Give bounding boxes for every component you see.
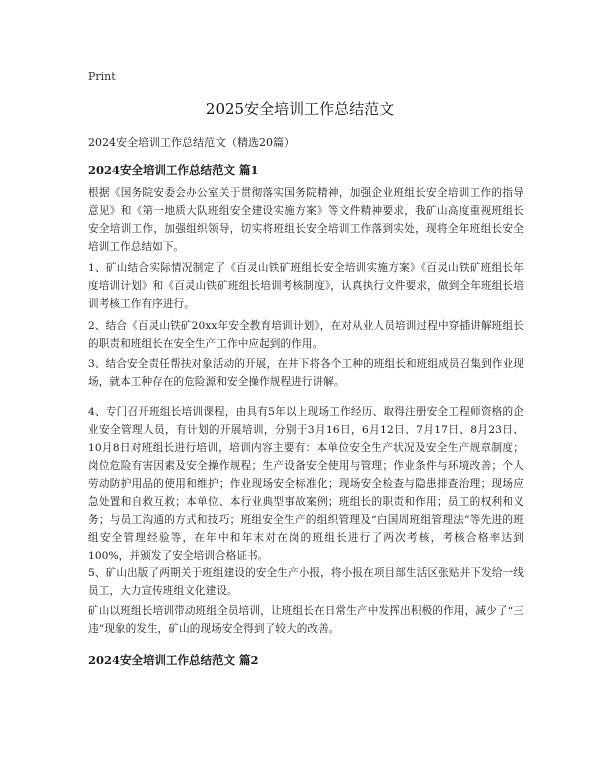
section-heading-2: 2024安全培训工作总结范文 篇2 [88, 653, 259, 667]
page-title: 2025安全培训工作总结范文 [205, 100, 395, 118]
paragraph-intro: 根据《国务院安委会办公室关于贯彻落实国务院精神，加强企业班组长安全培训工作的指导意见》和《第一地质大队班组安全建设实施方案》等文件精神要求，我矿山高度重视班组长安全培训工作，加强组织领导，切实将班组长安全培训工作落到实处，现将全年班组长安全培训工作总结如下。 [88, 187, 524, 253]
paragraph-item-5: 5、矿山出版了两期关于班组建设的安全生产小报，将小报在项目部生活区张贴并下发给一线员工，大力宣传班组文化建设。 [88, 567, 524, 597]
print-label[interactable]: Print [88, 70, 116, 83]
paragraph-item-4: 4、专门召开班组长培训课程，由具有5年以上现场工作经历、取得注册安全工程师资格的企业安全管理人员，有计划的开展培训，分别于3月16日，6月12日、7月17日、8月23日、10月8日对班组长进行培训，培训内容主要有：本单位安全生产状况及安全生产规章制度；岗位危险有害因素及安全操作规程；生产设备安全使用与管理；作业条件与环境改善；个人劳动防护用品的使用和维护；作业现场安全标准化；现场安全检查与隐患排查治理；现场应急处置和自救互救；本单位、本行业典型事故案例；班组长的职责和作用；员工的权利和义务；与员工沟通的方式和技巧；班组安全生产的组织管理及“白国周班组管理法”等先进的班组安全管理经验等，在年中和年末对在岗的班组长进行了两次考核，考核合格率达到100%，并颁发了安全培训合格证书。 [88, 406, 524, 562]
paragraph-item-2: 2、结合《百灵山铁矿20xx年安全教育培训计划》，在对从业人员培训过程中穿插讲解班组长的职责和班组长在安全生产工作中应起到的作用。 [88, 320, 524, 350]
paragraph-item-3: 3、结合安全责任帮扶对象活动的开展，在井下将各个工种的班组长和班组成员召集到作业现场，就本工种存在的危险源和安全操作规程进行讲解。 [88, 358, 524, 388]
section-heading-1: 2024安全培训工作总结范文 篇1 [88, 163, 259, 177]
document-subtitle: 2024安全培训工作总结范文（精选20篇） [88, 136, 295, 149]
paragraph-item-1: 1、矿山结合实际情况制定了《百灵山铁矿班组长安全培训实施方案》《百灵山铁矿班组长年度培训计划》和《百灵山铁矿班组长培训考核制度》，认真执行文件要求，做到全年班组长培训考核工作有序进行。 [88, 262, 524, 310]
paragraph-conclusion: 矿山以班组长培训带动班组全员培训，让班组长在日常生产中发挥出积极的作用，减少了“三违”现象的发生，矿山的现场安全得到了较大的改善。 [88, 605, 524, 635]
